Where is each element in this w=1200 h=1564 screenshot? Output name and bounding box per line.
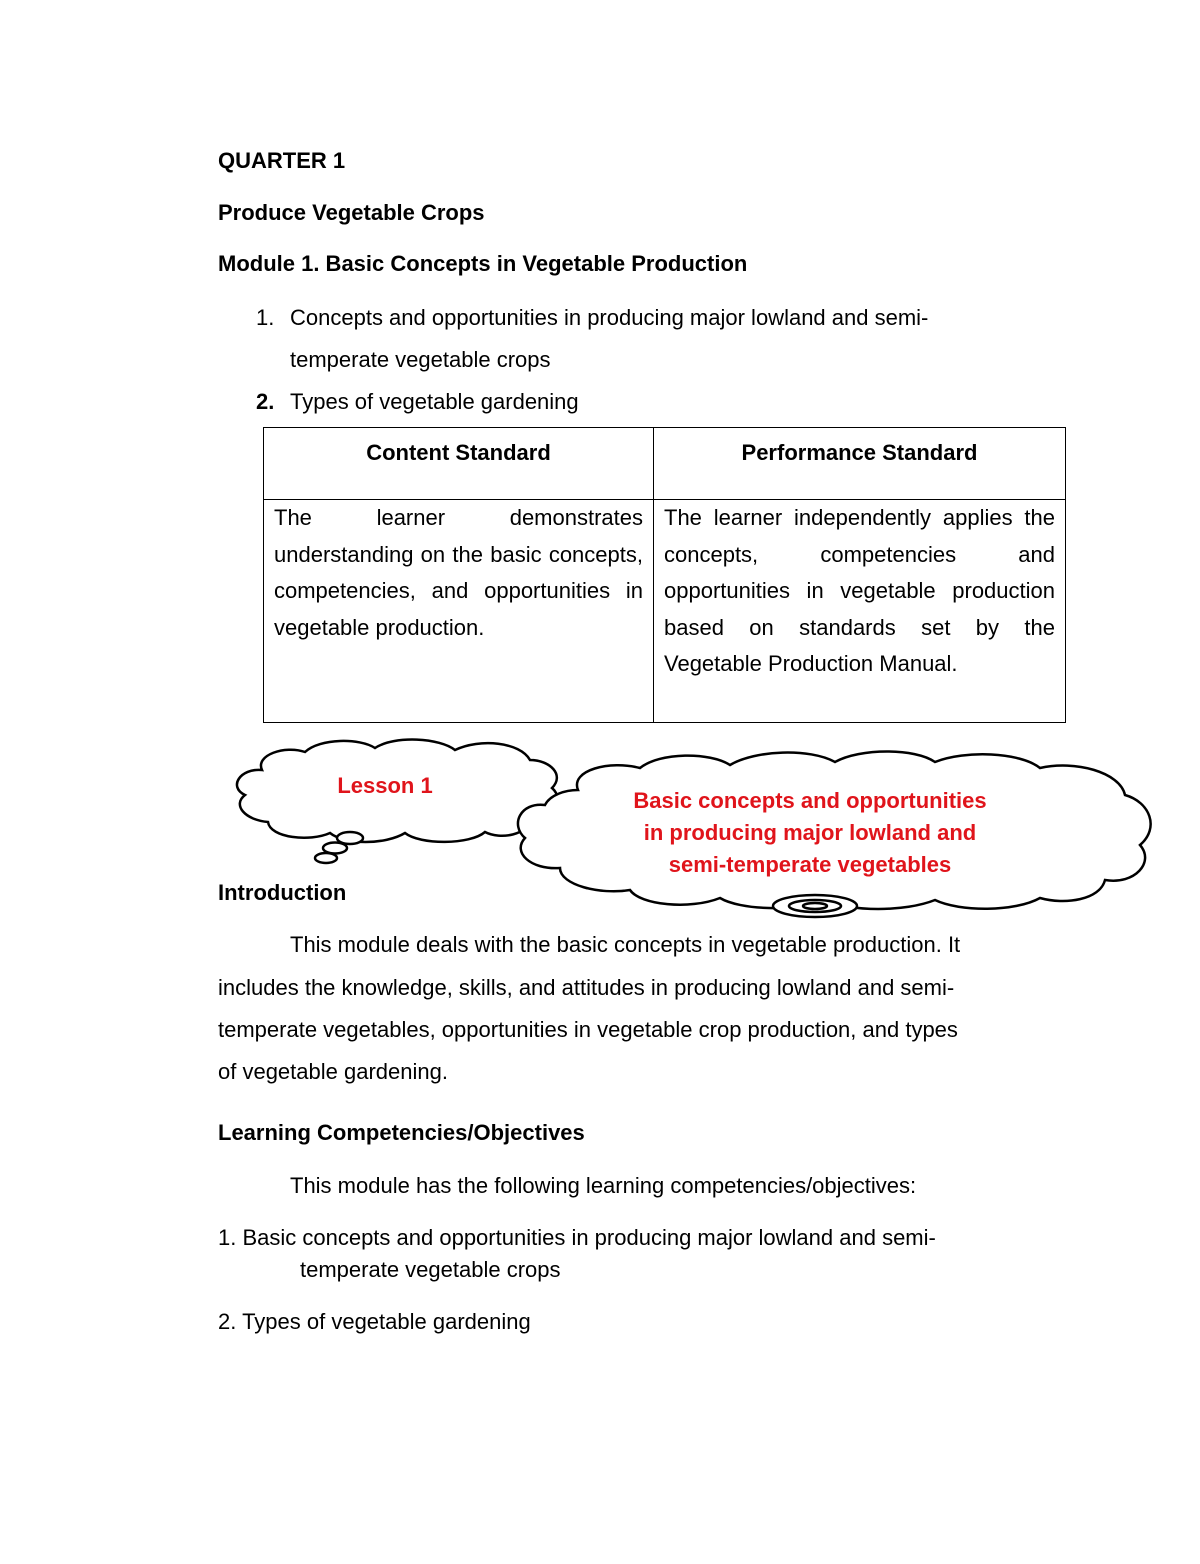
- objectives-heading: Learning Competencies/Objectives: [218, 1120, 585, 1145]
- objectives-intro: This module has the following learning competencies/objectives:: [290, 1173, 917, 1198]
- quarter-heading: QUARTER 1: [218, 148, 346, 173]
- topic-text: Types of vegetable gardening: [290, 389, 579, 414]
- lesson-title-line: Basic concepts and opportunities: [633, 788, 987, 813]
- objective-item-1-continued: temperate vegetable crops: [300, 1257, 561, 1282]
- topic-text: Concepts and opportunities in producing major lowland and semi-: [290, 305, 929, 330]
- content-standard-cell: The learner demonstrates understanding on the basic concepts, competencies, and opportunities in vegetable production.: [264, 500, 654, 723]
- performance-standard-header: Performance Standard: [654, 428, 1066, 500]
- subject-heading: Produce Vegetable Crops: [218, 200, 485, 225]
- lesson-label: Lesson 1: [337, 773, 433, 798]
- intro-paragraph-line: includes the knowledge, skills, and attitudes in producing lowland and semi-: [218, 975, 955, 1000]
- intro-paragraph-line: This module deals with the basic concepts in vegetable production. It: [290, 932, 961, 957]
- objective-item-2: 2. Types of vegetable gardening: [218, 1309, 531, 1334]
- introduction-heading: Introduction: [218, 880, 347, 905]
- intro-paragraph-line: of vegetable gardening.: [218, 1059, 448, 1084]
- lesson-title: [570, 785, 1050, 881]
- objective-item-1: 1. Basic concepts and opportunities in producing major lowland and semi-: [218, 1225, 936, 1250]
- topic-number: 2.: [256, 389, 275, 414]
- content-standard-header: Content Standard: [264, 428, 654, 500]
- lesson-title-line: semi-temperate vegetables: [668, 852, 952, 877]
- performance-standard-cell: The learner independently applies the concepts, competencies and opportunities in vegetable production based on standards set by the Vegetable Production Manual.: [654, 500, 1066, 723]
- topic-number: 1.: [256, 305, 275, 330]
- topic-item-1-continued: temperate vegetable crops: [290, 347, 551, 372]
- intro-paragraph-line: temperate vegetables, opportunities in vegetable crop production, and types: [218, 1017, 958, 1042]
- lesson-title-line: in producing major lowland and: [643, 820, 977, 845]
- module-title: Module 1. Basic Concepts in Vegetable Production: [218, 251, 748, 276]
